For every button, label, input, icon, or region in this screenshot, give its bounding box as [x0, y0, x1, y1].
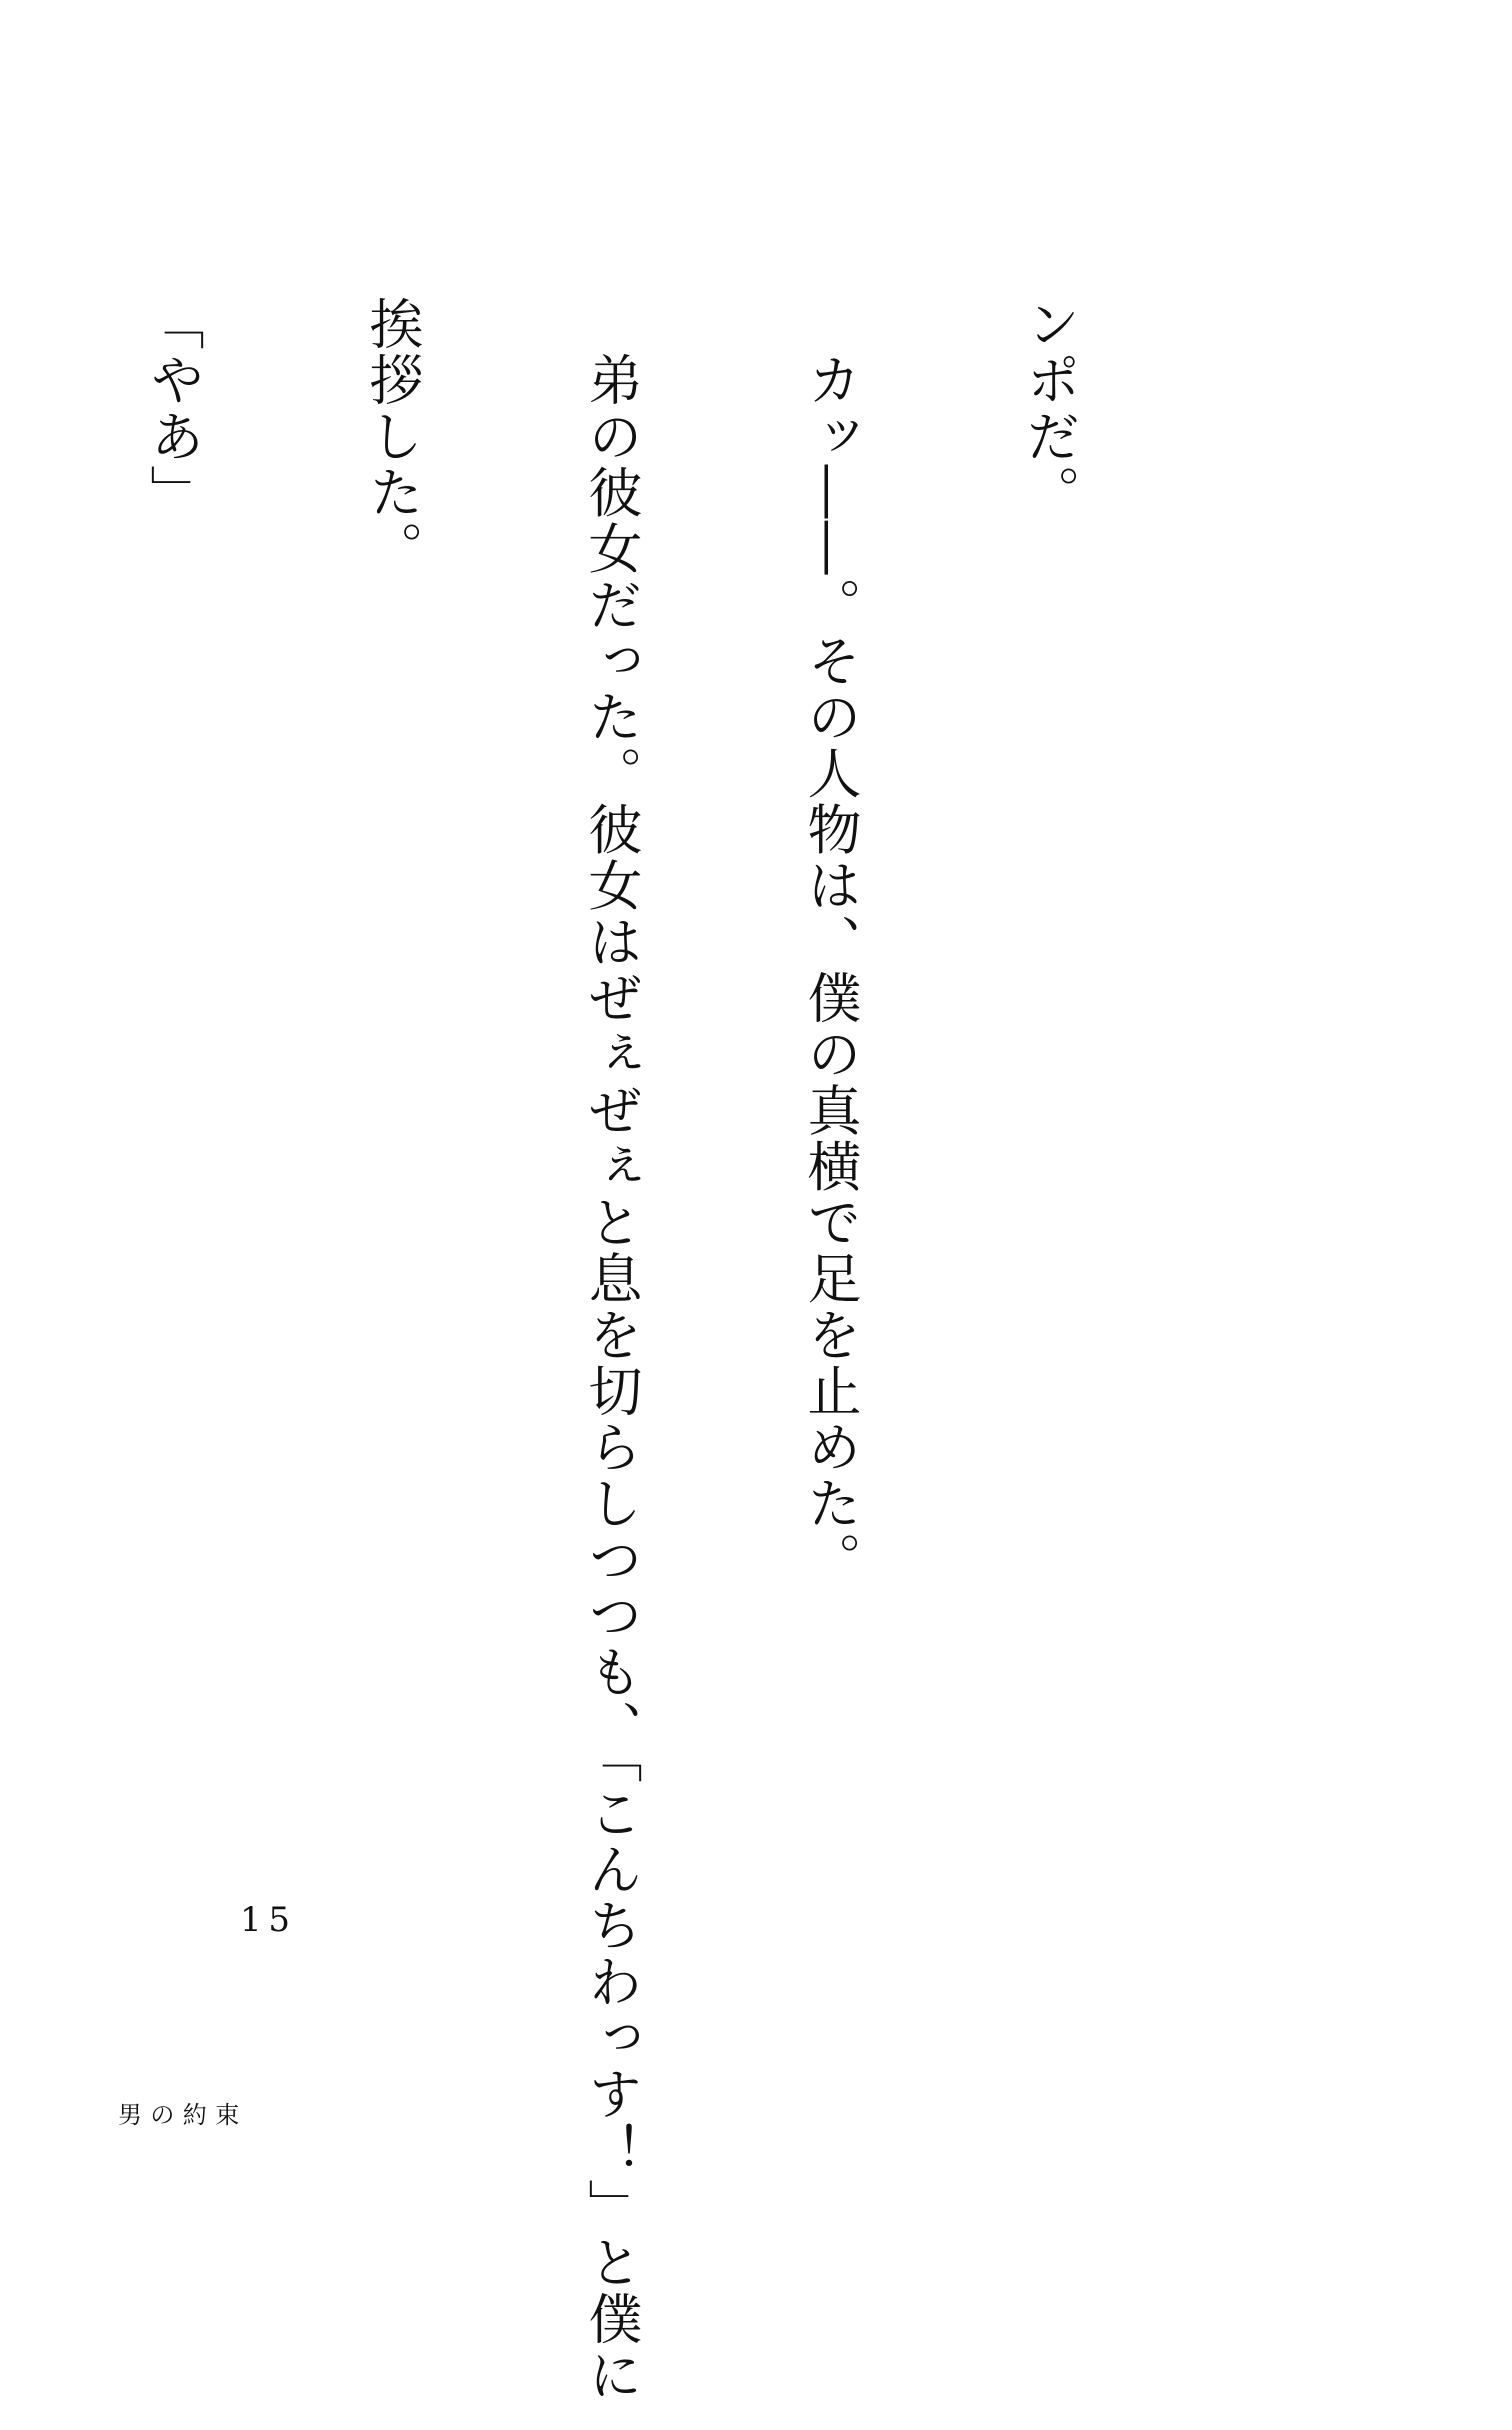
text-line: ンポだ。: [1018, 296, 1081, 521]
text-line: カッ――。その人物は、僕の真横で足を止めた。: [799, 296, 862, 1588]
page-number: 15: [240, 1900, 297, 1940]
text-line: 「やあ」: [142, 296, 205, 521]
text-line: 弟の彼女だった。彼女はぜぇぜぇと息を切らしつつも、「こんちわっす！」と僕に: [580, 296, 643, 2404]
running-title: 男の約束: [118, 2101, 248, 2129]
text-line: 挨拶した。: [361, 296, 424, 577]
